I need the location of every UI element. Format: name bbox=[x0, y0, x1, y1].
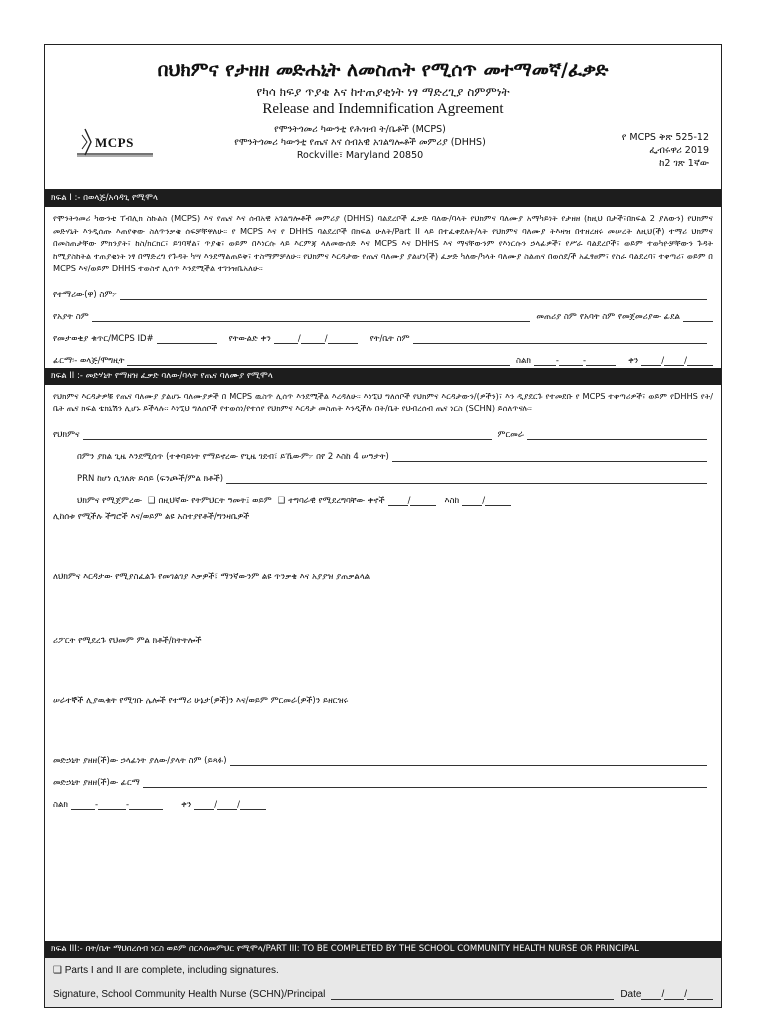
form-number: የ MCPS ቅጽ 525-12 bbox=[621, 132, 709, 143]
prescriber-sign-label: መድኃኒት ያዘዘ(ች)ው ፊርማ bbox=[53, 777, 140, 788]
last-name-field[interactable] bbox=[92, 311, 531, 322]
prescriber-sign-row bbox=[45, 766, 721, 788]
nurse-date-day[interactable] bbox=[664, 989, 684, 1000]
prescriber-name-label: መድኃኒት ያዘዘ(ች)ው ኃላፊነት ያለው/ያላት ስም (ይጻፉ) bbox=[53, 755, 227, 766]
prescriber-sign-field[interactable] bbox=[143, 777, 707, 788]
dob-year-field[interactable] bbox=[328, 333, 358, 344]
phone-prefix-field[interactable] bbox=[559, 355, 583, 366]
middle-initial-label: የአባት ስም የመጀመሪያው ፊደል bbox=[579, 311, 680, 322]
checkbox-school-year[interactable]: ❑ bbox=[147, 495, 156, 506]
name-row bbox=[45, 300, 721, 322]
duration-option-1: በዚህኛው የትምህርት ዓመት፤ ወይም bbox=[158, 495, 272, 506]
nurse-signature-label: Signature, School Community Health Nurse (SCHN)/Principal bbox=[53, 989, 326, 1000]
diagnosis-label: ምርመራ bbox=[497, 429, 524, 440]
equipment-label: ለህክምና እርዳታው የሚያስፈልጉ የመገልገያ እቃዎች፣ ማንኛውንም ልዩ ጥንቃቄ እና አያያዝ ያጠቃልላል bbox=[53, 571, 371, 582]
duration-row: ህክምና የሚጀምረው ❑ በዚህኛው የትምህርት ዓመት፤ ወይም ❑ ተግባራዊ የሚደረግባቸው ቀኖች / እስከ / bbox=[45, 484, 721, 506]
completion-checkbox-row bbox=[53, 965, 279, 976]
phone-line-field[interactable] bbox=[586, 355, 616, 366]
form-number-block bbox=[569, 131, 709, 170]
prn-label: PRN ከሆነ ሲገለጽ ይሰይ (ፍንጮች/ምል ክቶች) bbox=[77, 473, 224, 484]
dob-label: የትውልድ ቀን bbox=[228, 333, 271, 344]
problems-label: ሊከሰቱ የሚችሉ ችግሮች እና/ወይም ልዩ አስተያየቶች/ግንዛቤዎች bbox=[53, 511, 250, 522]
prescriber-phone-line[interactable] bbox=[129, 799, 163, 810]
prescriber-date-day[interactable] bbox=[217, 799, 237, 810]
nurse-date-year[interactable] bbox=[687, 989, 713, 1000]
student-name-field[interactable] bbox=[120, 289, 707, 300]
org-line-2: የሞንትጎመሪ ካውንቲ የጤና እና ሰብአዊ አገልግሎቶች መምሪያ (DHHS) bbox=[234, 137, 486, 148]
prescriber-date-month[interactable] bbox=[194, 799, 214, 810]
frequency-row bbox=[45, 440, 721, 462]
org-line-3: Rockville፣ Maryland 20850 bbox=[296, 150, 424, 161]
prescriber-name-field[interactable] bbox=[230, 755, 707, 766]
treatment-label: የህክምና bbox=[53, 429, 80, 440]
prn-field[interactable] bbox=[226, 473, 707, 484]
id-field[interactable] bbox=[157, 333, 217, 344]
date-day-field[interactable] bbox=[664, 355, 684, 366]
treatment-row bbox=[45, 418, 721, 440]
section-1-paragraph: የሞንትጎመሪ ካውንቲ ፐብሊክ ስኩልስ (MCPS) እና የጤና እና ሰብአዊ አገልግሎቶች መምሪያ (DHHS) ባልደረቦች ፈቃድ ባለው/ባላት የህክምና ባለሙያ አማካይነት የታዘዘ (ከዚህ በታች፣በክፍል 2 ያለውን) የህክምና መድሃኒት እንዲሰጡ እጠየቀው ስለጥንቃቄ ሰፍቻቸዋለሁ። የ MCPS እና የ DHHS ባልደረቦች በክፍል ሁለት/Part II ላይ በተፈቀደለት/ላት የህክምና ባለሙያ ትእዛዝ በተዘረዘሩ መሠረት ለዚህ(ች) ተማሪ ህክምና በመስጠታቸው ምክንያት፣ ከስ/ክርክር፣ ይገባኛል፣ ጥያቄ፣ ወይም በእነርሱ ላይ እርምጃ ላለመውሰድ እና MCPS እና DHHS እና ማናቸውንም የእነርሱን ኃላፊዎች፣ የሥራ ባልደረቦች፣ ወይም ተወካዮቻቸውን ጉዳት ከሚያስከትል ተጠያቂነት ነፃ በማድረግ የጉዳት ካሣ እንደማልጠይቅ፣ ተስማምቻለሁ። የህክምና እርዳታው የጤና ባለሙያ ያልሆነ(ች) ፈቃድ ካለው/ካላት ባለሙያ ስልጠና በወሰደ/ች አፈፃፀም፣ የስራ ባልደረባ፣ ተቀጣሪ፣ ወይም በ MCPS እና/ወይም DHHS ተወስኖ ሊሰጥ እንደሚችል ተገንዝቤአለሁ። bbox=[53, 213, 713, 273]
personnel-label: ሠራተኞች ሊያዉቁት የሚገቡ ሌሎች የተማሪ ሁኔታ(ዎች)ን እና/ወይም ምርመራ(ዎች)ን ይዘርዝሩ bbox=[53, 695, 349, 706]
student-name-label: የተማሪው(ዋ) ስም፦ bbox=[53, 289, 117, 300]
section-1-header: ክፍል I :- በወላጅ/አሳዳጊ የሚሞላ bbox=[45, 190, 721, 207]
school-field[interactable] bbox=[413, 333, 707, 344]
form-pages: ከ2 ገጽ 1ኛው bbox=[659, 158, 709, 169]
nurse-date-month[interactable] bbox=[641, 989, 661, 1000]
prescriber-date-year[interactable] bbox=[240, 799, 266, 810]
prescriber-phone-row: ስልክ - - ቀን / / bbox=[45, 788, 721, 810]
duration-label: ህክምና የሚጀምረው bbox=[77, 495, 142, 506]
equipment-block[interactable] bbox=[45, 566, 721, 630]
start-month-field[interactable] bbox=[388, 495, 408, 506]
mcps-logo bbox=[73, 125, 153, 159]
end-month-field[interactable] bbox=[462, 495, 482, 506]
form-date: ፌብሩዋሪ 2019 bbox=[649, 145, 709, 156]
until-label: እስከ bbox=[444, 495, 460, 506]
nurse-signature-field[interactable] bbox=[331, 989, 614, 1000]
prescriber-date-label: ቀን bbox=[181, 799, 192, 810]
parent-sign-row: ፊርማ፡- ወላጅ/ሞግዚት ስልክ - - ቀን / / bbox=[45, 344, 721, 366]
school-label: የት/ቤት ስም bbox=[369, 333, 410, 344]
organization-info bbox=[195, 123, 525, 162]
parent-sign-field[interactable] bbox=[127, 355, 509, 366]
checkbox-dates[interactable]: ❑ bbox=[277, 495, 286, 506]
id-label: የመታወቂያ ቁጥር/MCPS ID# bbox=[53, 333, 154, 344]
section-2-header: ክፍል II :- መድሃኒት የማዘዝ ፈቃድ ባለው/ባላት የጤና ባለሙያ የሚሞላ bbox=[45, 368, 721, 385]
dob-month-field[interactable] bbox=[274, 333, 298, 344]
form-header bbox=[45, 45, 721, 190]
section-3-box bbox=[45, 941, 721, 1007]
form-title-english: Release and Indemnification Agreement bbox=[262, 101, 504, 117]
org-line-1: የሞንትጎመሪ ካውንቲ የሕዝብ ት/ቤቶች (MCPS) bbox=[274, 124, 446, 135]
last-name-label: የአያት ስም bbox=[53, 311, 89, 322]
start-year-field[interactable] bbox=[410, 495, 436, 506]
dob-day-field[interactable] bbox=[301, 333, 325, 344]
id-row: የመታወቂያ ቁጥር/MCPS ID# የትውልድ ቀን / / የት/ቤት ስም bbox=[45, 322, 721, 344]
report-label: ሪፖርት የሚደረጉ የህመም ምል ክቶች/ከትትሎች bbox=[53, 635, 202, 646]
treatment-field[interactable] bbox=[83, 429, 492, 440]
date-year-field[interactable] bbox=[687, 355, 713, 366]
student-name-row bbox=[45, 278, 721, 300]
nurse-signature-row: Signature, School Community Health Nurse (SCHN)/Principal Date / / bbox=[53, 989, 713, 1000]
parent-sign-label: ፊርማ፡- ወላጅ/ሞግዚት bbox=[53, 355, 125, 366]
diagnosis-field[interactable] bbox=[527, 429, 707, 440]
form-page bbox=[44, 44, 722, 1008]
phone-label: ስልክ bbox=[515, 355, 531, 366]
frequency-field[interactable] bbox=[392, 451, 707, 462]
date-month-field[interactable] bbox=[641, 355, 661, 366]
prescriber-phone-area[interactable] bbox=[71, 799, 95, 810]
report-block[interactable] bbox=[45, 630, 721, 690]
prn-row bbox=[45, 462, 721, 484]
form-subtitle-amharic: የካሳ ክፍያ ጥያቄ እና ከተጠያቂነት ነፃ ማድረጊያ ስምምነት bbox=[256, 85, 510, 99]
prescriber-name-row bbox=[45, 744, 721, 766]
frequency-label: በምን ያክል ጊዜ እንደሚሰጥ (ተቀባይነት የማይኖረው የጊዜ ገደብ፣ ይኼውም፦ በየ 2 እስከ 4 ሠዓታት) bbox=[77, 451, 389, 462]
end-year-field[interactable] bbox=[485, 495, 511, 506]
completion-checkbox[interactable]: ❑ bbox=[53, 965, 62, 976]
duration-option-2: ተግባራዊ የሚደረግባቸው ቀኖች bbox=[288, 495, 385, 506]
date-label: ቀን bbox=[628, 355, 639, 366]
personnel-block[interactable] bbox=[45, 690, 721, 744]
phone-area-field[interactable] bbox=[534, 355, 556, 366]
middle-initial-field[interactable] bbox=[683, 311, 713, 322]
section-3-header: ክፍል III:- በት/ቤት ማህበረሰብ ነርስ ወይም በርእሰመምህር የሚሞላ/PART III: TO BE COMPLETED BY THE SCHOOL COMMUNITY HEALTH NURSE OR PRINCIPAL bbox=[45, 941, 721, 958]
prescriber-phone-prefix[interactable] bbox=[98, 799, 126, 810]
logo-text: MCPS bbox=[95, 135, 134, 150]
completion-checkbox-label: Parts I and II are complete, including signatures. bbox=[64, 965, 279, 976]
first-name-label: መጠሪያ ስም bbox=[536, 311, 577, 322]
nurse-date-label: Date bbox=[620, 989, 642, 1000]
prescriber-phone-label: ስልክ bbox=[53, 799, 68, 810]
form-title-amharic: በህክምና የታዘዘ መድሐኒት ለመስጠት የሚሰጥ መተማመኛ/ፈቃድ bbox=[157, 59, 609, 81]
section-2-paragraph: የህክምና እርዳታዎቹ የጤና ባለሙያ ያልሆኑ ባለሙያዎች በ MCPS ዉስጥ ሊሰጥ እንደሚችል እረዳለሁ። እነኚህ ግለሰቦች የህክምና እርዳታውን/(ዎችን)፣ እን ዲያደርጉ የተመደቡ የ MCPS ተቀጣሪዎች፣ ወይም የDHHS የት/ቤት ጤና ክፍል ቴክኒሽን ሊሆኑ ይችላሉ። እነኚህ ግለሰቦች የተወሰነ/የተሰየ የህክምና እርዳታ መስጠት እንዲችሉ በት/ቤት የህብረሰብ ጤና ነርስ (SCHN) ይሰለጥናሉ። bbox=[53, 390, 713, 413]
problems-block[interactable] bbox=[45, 506, 721, 566]
